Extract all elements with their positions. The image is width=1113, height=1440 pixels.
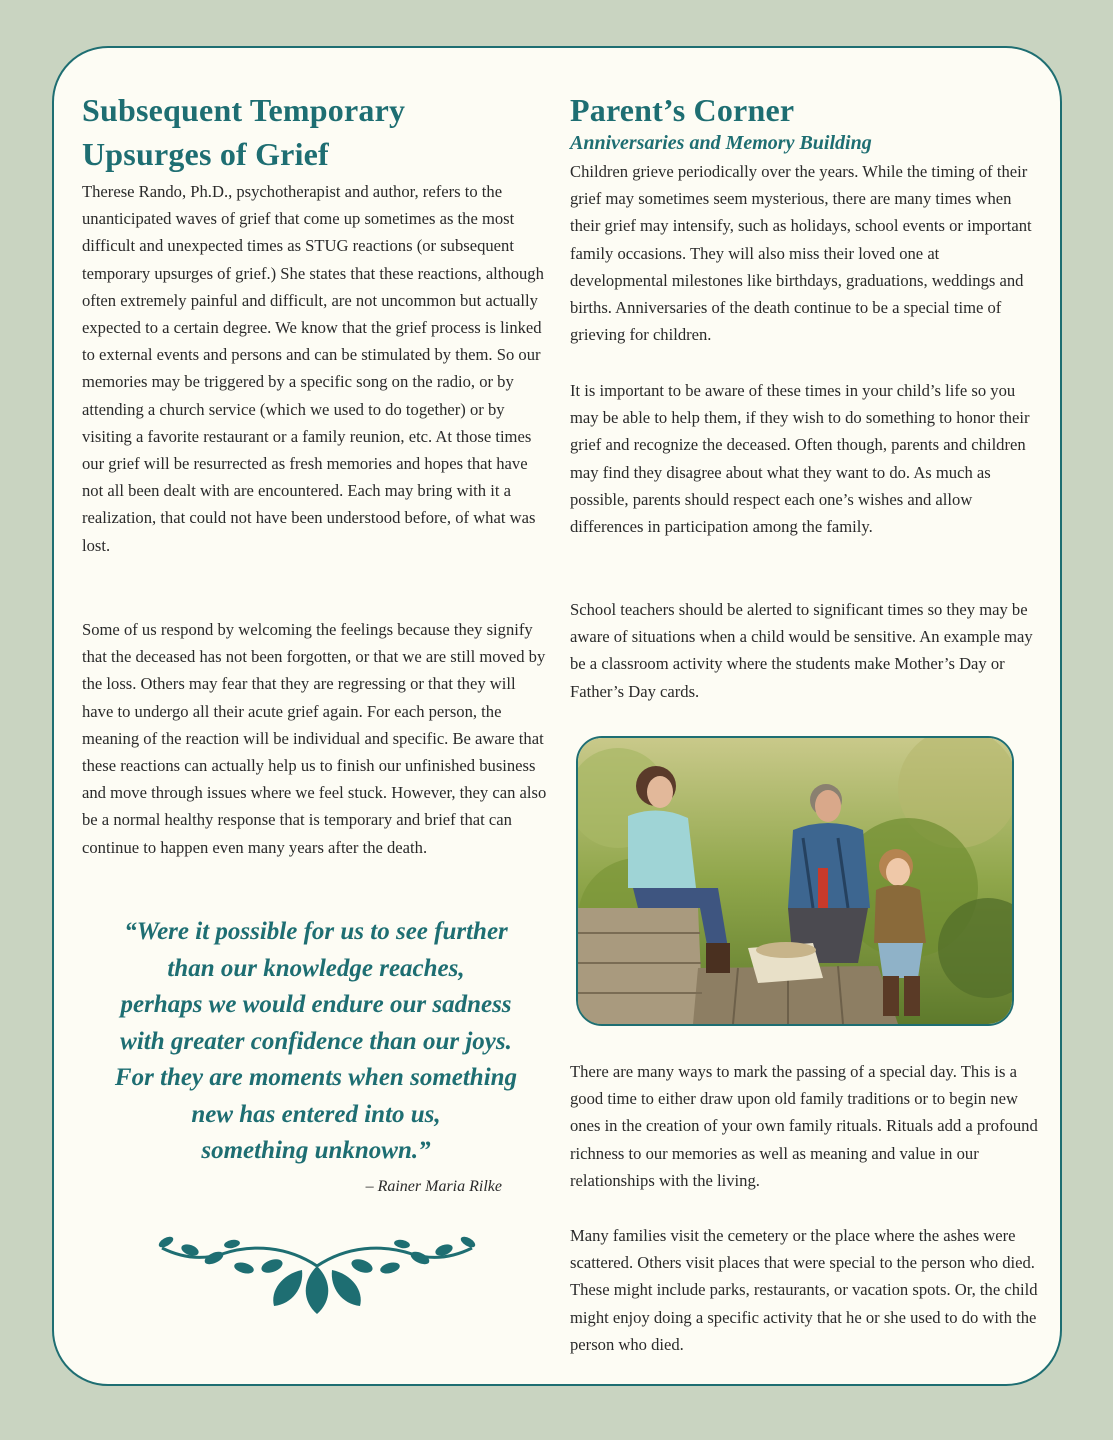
parents-corner-subtitle: Anniversaries and Memory Building (570, 132, 872, 154)
left-paragraph-1: Therese Rando, Ph.D., psychotherapist and author, refers to the unanticipated waves of grief that come up sometimes as the most difficult and unexpected times as STUG reactions (or subsequent temporary upsurges of grief.) She states that these reactions, although often extremely painful and difficult, are not uncommon but actually expected to a certain degree. We know that the grief process is linked to external events and persons and can be stimulated by them. So our memories may be triggered by a specific song on the radio, or by attending a church service (which we used to do together) or by visiting a favorite restaurant or a family reunion, etc. At those times our grief will be resurrected as fresh memories and hopes that have not all been dealt with are encountered. Each may bring with it a realization, that could not have been understood before, of what was lost. (82, 182, 544, 555)
right-paragraph-5-block (570, 1222, 1038, 1358)
right-paragraph-5: Many families visit the cemetery or the place where the ashes were scattered. Others visit places that were special to the person who died. These might include parks, restaurants, or vacation spots. Or, the child might enjoy doing a specific activity that he or she used to do with the person who died. (570, 1226, 1038, 1354)
right-paragraph-1-block (570, 158, 1038, 348)
content-panel (52, 46, 1062, 1386)
right-paragraph-1: Children grieve periodically over the years. While the timing of their grief may sometimes seem mysterious, there are many times when their grief may intensify, such as holidays, school events or important family occasions. They will also miss their loved one at developmental milestones like birthdays, graduations, weddings and births. Anniversaries of the death continue to be a special time of grieving for children. (570, 162, 1032, 345)
parents-corner-title: Parent’s Corner (570, 92, 795, 128)
leaf-ornament-icon (152, 1236, 482, 1316)
quote-line: perhaps we would endure our sadness (120, 991, 512, 1018)
right-paragraph-2: It is important to be aware of these times in your child’s life so you may be able to help them, if they wish to do something to honor their grief and recognize the deceased. Often though, parents and children may find they disagree about what they want to do. As much as possible, parents should respect each one’s wishes and allow differences in participation among the family. (570, 381, 1030, 537)
left-title-line-1: Subsequent Temporary (82, 92, 406, 128)
quote-line: “Were it possible for us to see further (124, 918, 508, 945)
left-title-line-2: Upsurges of Grief (82, 136, 329, 172)
family-photo (576, 736, 1014, 1026)
quote-line: something unknown.” (201, 1137, 431, 1164)
quote-attribution: – Rainer Maria Rilke (365, 1178, 502, 1195)
quote-line: than our knowledge reaches, (167, 954, 465, 982)
left-paragraph-2: Some of us respond by welcoming the feelings because they signify that the deceased has not been forgotten, or that we are still moved by the loss. Others may fear that they are regressing or that they will have to undergo all their acute grief again. For each person, the meaning of the reaction will be individual and specific. Be aware that these reactions can actually help us to finish our unfinished business and move through issues where we feel stuck. However, they can also be a normal healthy response that is temporary and brief that can continue to happen even many years after the death. (82, 620, 547, 857)
right-paragraph-4: There are many ways to mark the passing of a special day. This is a good time to either draw upon old family traditions or to begin new ones in the creation of your own family rituals. Rituals add a profound richness to our memories as well as meaning and value in our relationships with the living. (570, 1062, 1038, 1190)
right-paragraph-3: School teachers should be alerted to significant times so they may be aware of situations when a child would be sensitive. An example may be a classroom activity where the students make Mother’s Day or Father’s Day cards. (570, 600, 1033, 701)
family-photo-illustration (578, 738, 1012, 1024)
pull-quote (82, 914, 550, 1170)
quote-line: new has entered into us, (191, 1100, 441, 1128)
right-paragraph-4-block (570, 1058, 1038, 1194)
left-paragraph-2-block (82, 616, 550, 861)
left-article-title (82, 88, 550, 176)
left-paragraph-1-block (82, 178, 550, 559)
right-paragraph-3-block (570, 596, 1038, 705)
quote-line: with greater confidence than our joys. (120, 1027, 512, 1055)
quote-line: For they are moments when something (114, 1064, 518, 1091)
right-paragraph-2-block (570, 377, 1038, 540)
